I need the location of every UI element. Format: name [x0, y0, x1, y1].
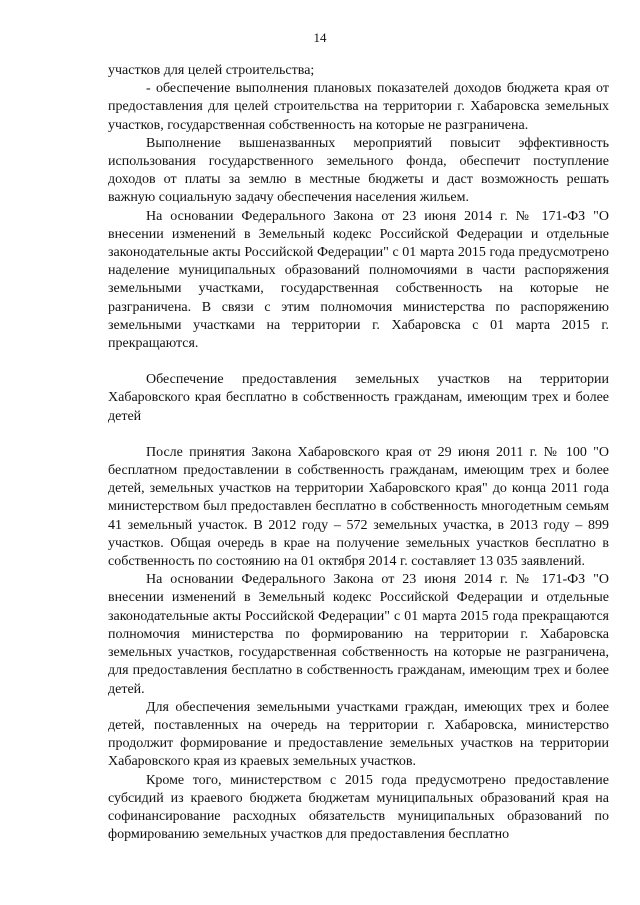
paragraph: - обеспечение выполнения плановых показателей доходов бюджета края от предоставления для целей строительства на территории г. Хабаровска земельных участков, государственная собственность на которые не разграничена. — [108, 81, 609, 133]
paragraph: Кроме того, министерством с 2015 года предусмотрено предоставление субсидий из краевого бюджета бюджетам муниципальных образований края на софинансирование расходных обязательств муниципальных образований по формированию земельных участков для предоставления бесплатно — [108, 772, 609, 843]
paragraph: Выполнение вышеназванных мероприятий повысит эффективность использования государственного земельного фонда, обеспечит поступление доходов от платы за землю в местные бюджеты и даст возможность решать важную социальную задачу обеспечения населения жильем. — [108, 135, 609, 206]
page-number: 14 — [313, 30, 327, 45]
section-heading: Обеспечение предоставления земельных участков на территории Хабаровского края бесплатно в собственность гражданам, имеющим трех и более детей — [108, 372, 609, 424]
spacer — [108, 426, 609, 444]
spacer — [108, 353, 609, 371]
document-body — [108, 62, 609, 844]
paragraph: На основании Федерального Закона от 23 июня 2014 г. № 171-ФЗ "О внесении изменений в Земельный кодекс Российской Федерации и отдельные законодательные акты Российской Федерации" с 01 марта 2015 года предусмотрено наделение муниципальных образований полномочиями в части распоряжения земельными участками, государственная собственность на которые не разграничена. В связи с этим полномочия министерства по распоряжению земельными участками на территории г. Хабаровска с 01 марта 2015 г. прекращаются. — [108, 208, 609, 352]
paragraph: На основании Федерального Закона от 23 июня 2014 г. № 171-ФЗ "О внесении изменений в Земельный кодекс Российской Федерации и отдельные законодательные акты Российской Федерации" с 01 марта 2015 года прекращаются полномочия министерства по формированию на территории г. Хабаровска земельных участков, государственная собственность на которые не разграничена, для предоставления бесплатно в собственность гражданам, имеющим трех и более детей. — [108, 572, 609, 697]
paragraph: После принятия Закона Хабаровского края от 29 июня 2011 г. № 100 "О бесплатном предоставлении в собственность гражданам, имеющим трех и более детей, земельных участков на территории Хабаровского края" до конца 2011 года министерством был предоставлен бесплатно в собственность многодетным семьям 41 земельный участок. В 2012 году – 572 земельных участка, в 2013 году – 899 участков. Общая очередь в крае на получение земельных участков бесплатно в собственность по состоянию на 01 октября 2014 г. составляет 13 035 заявлений. — [108, 444, 609, 570]
paragraph: участков для целей строительства; — [108, 63, 315, 78]
paragraph: Для обеспечения земельными участками граждан, имеющих трех и более детей, поставленных на очередь на территории г. Хабаровска, министерство продолжит формирование и предоставление земельных участков на территории Хабаровского края из краевых земельных участков. — [108, 699, 609, 770]
